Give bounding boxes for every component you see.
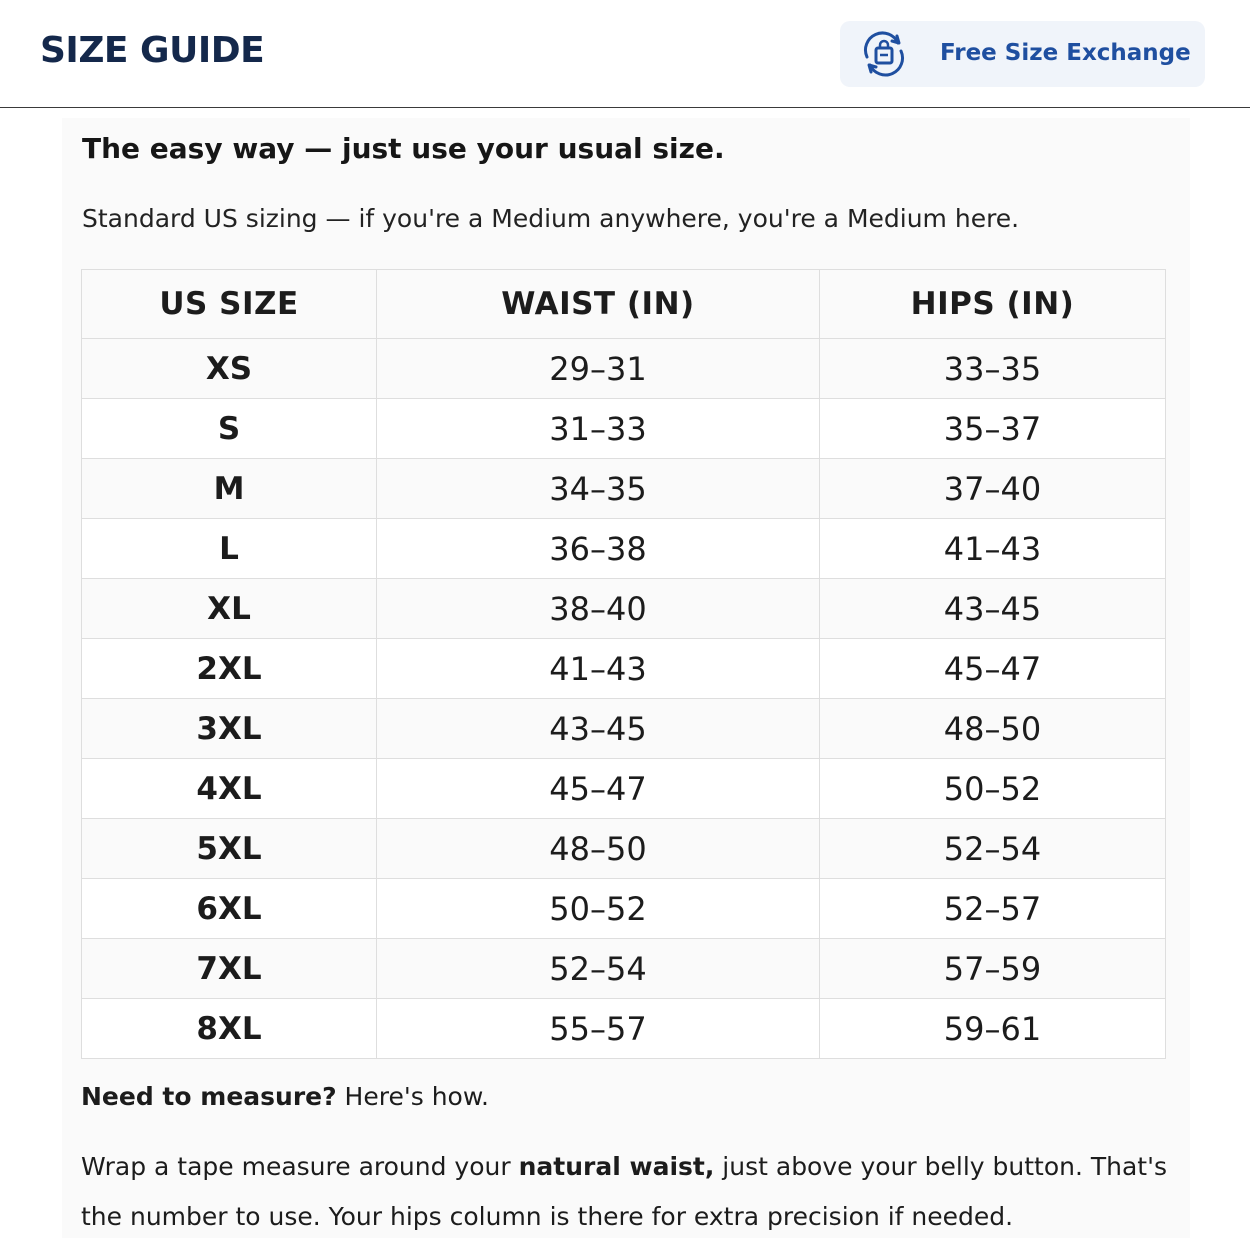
waist-cell: 36–38 xyxy=(377,519,820,579)
waist-cell: 55–57 xyxy=(377,999,820,1059)
header-bar xyxy=(0,0,1250,108)
size-cell: 5XL xyxy=(82,819,377,879)
waist-cell: 52–54 xyxy=(377,939,820,999)
size-cell: 3XL xyxy=(82,699,377,759)
table-row xyxy=(82,399,1166,459)
header-waist: WAIST (IN) xyxy=(377,270,820,339)
hips-cell: 33–35 xyxy=(820,339,1166,399)
waist-cell: 31–33 xyxy=(377,399,820,459)
size-cell: XL xyxy=(82,579,377,639)
hips-cell: 48–50 xyxy=(820,699,1166,759)
size-guide-content xyxy=(62,118,1190,1238)
size-cell: L xyxy=(82,519,377,579)
measure-text-bold: natural waist, xyxy=(518,1152,715,1181)
size-cell: 6XL xyxy=(82,879,377,939)
size-cell: XS xyxy=(82,339,377,399)
hips-cell: 43–45 xyxy=(820,579,1166,639)
measure-heading xyxy=(81,1082,489,1111)
hips-cell: 57–59 xyxy=(820,939,1166,999)
waist-cell: 50–52 xyxy=(377,879,820,939)
size-cell: 7XL xyxy=(82,939,377,999)
table-row xyxy=(82,639,1166,699)
table-row xyxy=(82,759,1166,819)
table-row xyxy=(82,879,1166,939)
waist-cell: 48–50 xyxy=(377,819,820,879)
intro-subline: Standard US sizing — if you're a Medium anywhere, you're a Medium here. xyxy=(82,204,1020,233)
table-row xyxy=(82,699,1166,759)
waist-cell: 29–31 xyxy=(377,339,820,399)
size-cell: 2XL xyxy=(82,639,377,699)
hips-cell: 59–61 xyxy=(820,999,1166,1059)
measure-instructions xyxy=(81,1142,1181,1242)
hips-cell: 41–43 xyxy=(820,519,1166,579)
waist-cell: 43–45 xyxy=(377,699,820,759)
hips-cell: 37–40 xyxy=(820,459,1166,519)
waist-cell: 38–40 xyxy=(377,579,820,639)
exchange-bag-icon xyxy=(858,30,910,78)
table-row xyxy=(82,459,1166,519)
waist-cell: 41–43 xyxy=(377,639,820,699)
size-cell: 8XL xyxy=(82,999,377,1059)
waist-cell: 45–47 xyxy=(377,759,820,819)
measure-heading-rest: Here's how. xyxy=(336,1082,489,1111)
table-row xyxy=(82,579,1166,639)
table-row xyxy=(82,819,1166,879)
hips-cell: 50–52 xyxy=(820,759,1166,819)
measure-heading-bold: Need to measure? xyxy=(81,1082,337,1111)
header-us-size: US SIZE xyxy=(82,270,377,339)
size-cell: S xyxy=(82,399,377,459)
size-chart-table xyxy=(81,269,1166,1059)
table-row xyxy=(82,939,1166,999)
free-size-exchange-button[interactable] xyxy=(840,21,1205,87)
size-cell: M xyxy=(82,459,377,519)
page-title: SIZE GUIDE xyxy=(40,30,265,71)
size-cell: 4XL xyxy=(82,759,377,819)
header-hips: HIPS (IN) xyxy=(820,270,1166,339)
hips-cell: 52–54 xyxy=(820,819,1166,879)
hips-cell: 35–37 xyxy=(820,399,1166,459)
free-size-exchange-label: Free Size Exchange xyxy=(940,40,1191,66)
intro-headline: The easy way — just use your usual size. xyxy=(82,132,725,165)
waist-cell: 34–35 xyxy=(377,459,820,519)
measure-text-before: Wrap a tape measure around your xyxy=(81,1152,519,1181)
table-header-row xyxy=(82,270,1166,339)
measure-text-after: just above your belly button. That's the number to use. Your hips column is there for extra precision if needed. xyxy=(81,1152,1168,1231)
table-row xyxy=(82,999,1166,1059)
table-row xyxy=(82,339,1166,399)
hips-cell: 45–47 xyxy=(820,639,1166,699)
hips-cell: 52–57 xyxy=(820,879,1166,939)
table-row xyxy=(82,519,1166,579)
